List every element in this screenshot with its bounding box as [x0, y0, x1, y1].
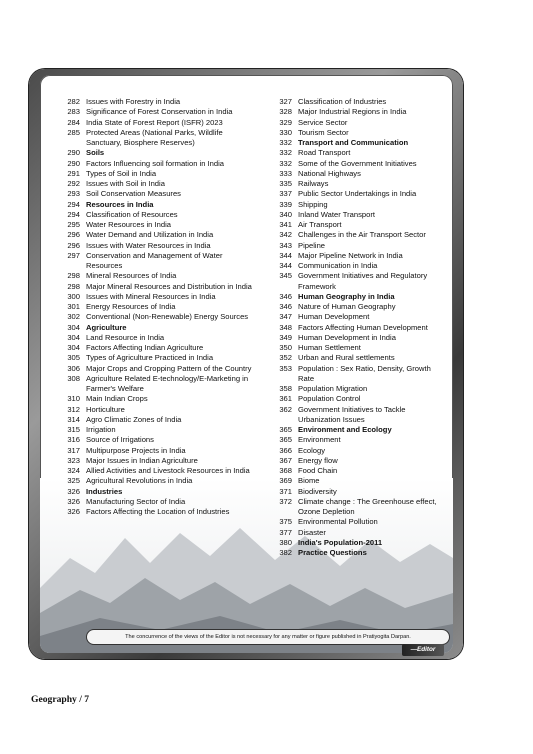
- toc-page-number: 346: [279, 291, 292, 301]
- toc-entry: [272, 435, 444, 445]
- toc-entry: [272, 210, 444, 220]
- toc-section-heading: [60, 148, 256, 158]
- toc-entry: [272, 97, 444, 107]
- toc-entry: [60, 466, 256, 476]
- toc-entry-title: Pipeline: [298, 240, 326, 250]
- toc-page-number: 301: [67, 302, 80, 311]
- toc-entry-title: Factors Influencing soil formation in India: [86, 158, 225, 168]
- toc-page-number: 312: [67, 404, 80, 414]
- toc-entry-title: Classification of Industries: [298, 97, 387, 106]
- editor-tag: —Editor: [402, 644, 444, 656]
- toc-entry-title: Multipurpose Projects in India: [86, 445, 186, 455]
- toc-entry: [60, 271, 256, 281]
- toc-entry-title: Road Transport: [298, 148, 351, 158]
- toc-entry: [272, 118, 444, 128]
- toc-page-number: 366: [279, 445, 292, 455]
- toc-entry: [60, 118, 256, 128]
- editor-disclaimer: The concurrence of the views of the Editor is not necessary for any matter or figure published in Pratiyogita Darpan.: [86, 629, 450, 645]
- toc-entry: [272, 128, 444, 138]
- toc-entry-title: Mineral Resources of India: [86, 271, 177, 281]
- toc-entry-title: Environment and Ecology: [298, 425, 392, 434]
- toc-section-heading: [60, 487, 256, 497]
- toc-entry: [272, 517, 444, 527]
- toc-entry-title: Food Chain: [298, 466, 338, 475]
- toc-section-heading: [60, 200, 256, 210]
- toc-entry-title: Practice Questions: [298, 548, 367, 557]
- toc-page-number: 316: [67, 435, 80, 445]
- toc-entry-title: Shipping: [298, 199, 328, 209]
- toc-entry-title: Disaster: [298, 527, 326, 537]
- toc-entry-title: Source of Irrigations: [86, 435, 154, 445]
- toc-entry-title: India's Population-2011: [298, 537, 383, 547]
- toc-entry-title: Major Industrial Regions in India: [298, 107, 407, 117]
- toc-page-number: 352: [279, 353, 292, 363]
- toc-entry-title: Factors Affecting Human Development: [298, 322, 428, 332]
- toc-entry: [60, 220, 256, 230]
- toc-page-number: 285: [67, 127, 80, 137]
- toc-entry-title: Transport and Communication: [298, 138, 409, 147]
- toc-entry: [272, 343, 444, 353]
- toc-entry-title: Railways: [298, 179, 329, 188]
- toc-entry: [60, 333, 256, 343]
- toc-page-number: 305: [67, 353, 80, 363]
- toc-page-number: 326: [67, 496, 80, 506]
- toc-page-number: 292: [67, 179, 80, 188]
- toc-page-number: 339: [279, 199, 292, 209]
- toc-entry-title: Protected Areas (National Parks, Wildlife Sanctuary, Biosphere Reserves): [86, 127, 223, 147]
- toc-page-number: 372: [279, 496, 292, 506]
- toc-entry: [60, 497, 256, 507]
- toc-entry: [60, 425, 256, 435]
- toc-entry-title: Major Issues in Indian Agriculture: [86, 455, 198, 465]
- toc-entry: [272, 528, 444, 538]
- toc-page-number: 369: [279, 476, 292, 486]
- toc-entry-title: Climate change : The Greenhouse effect, Ozone Depletion: [298, 496, 437, 516]
- toc-page-number: 330: [279, 127, 292, 137]
- toc-page-number: 361: [279, 394, 292, 404]
- toc-entry-title: Human Development in India: [298, 332, 396, 342]
- toc-section-heading: [272, 548, 444, 558]
- toc-entry: [60, 405, 256, 415]
- toc-entry: [60, 107, 256, 117]
- toc-entry: [60, 210, 256, 220]
- toc-entry-title: Significance of Forest Conservation in India: [86, 107, 233, 117]
- toc-page-number: 343: [279, 240, 292, 250]
- toc-page-number: 302: [67, 312, 80, 322]
- toc-entry-title: Agriculture: [86, 322, 127, 332]
- toc-entry: [60, 456, 256, 466]
- toc-entry: [60, 189, 256, 199]
- toc-page-number: 290: [67, 158, 80, 168]
- toc-page-number: 337: [279, 189, 292, 199]
- toc-page-number: 377: [279, 527, 292, 537]
- toc-entry: [272, 271, 444, 292]
- toc-page-number: 290: [67, 148, 80, 158]
- toc-entry: [272, 312, 444, 322]
- toc-entry: [60, 374, 256, 395]
- toc-page-number: 306: [67, 363, 80, 373]
- toc-page-number: 365: [279, 425, 292, 434]
- toc-entry-title: Manufacturing Sector of India: [86, 496, 186, 506]
- toc-entry-title: Factors Affecting Indian Agriculture: [86, 343, 204, 352]
- toc-page-number: 295: [67, 220, 80, 229]
- toc-entry: [272, 466, 444, 476]
- toc-entry: [60, 394, 256, 404]
- toc-entry: [272, 261, 444, 271]
- toc-entry: [272, 302, 444, 312]
- toc-entry: [60, 179, 256, 189]
- toc-entry: [60, 251, 256, 272]
- toc-entry-title: Population : Sex Ratio, Density, Growth Rate: [298, 363, 431, 383]
- toc-section-heading: [272, 138, 444, 148]
- toc-page-number: 304: [67, 322, 80, 332]
- toc-entry-title: Issues with Mineral Resources in India: [86, 291, 216, 301]
- toc-entry: [60, 169, 256, 179]
- toc-page-number: 328: [279, 107, 292, 117]
- page-footer: Geography / 7: [31, 694, 90, 705]
- toc-entry-title: Horticulture: [86, 404, 125, 414]
- toc-entry: [272, 230, 444, 240]
- toc-entry: [272, 200, 444, 210]
- toc-entry-title: Nature of Human Geography: [298, 302, 396, 311]
- toc-entry-title: National Highways: [298, 168, 361, 178]
- toc-entry-title: Environmental Pollution: [298, 517, 378, 527]
- toc-page-number: 344: [279, 261, 292, 270]
- toc-entry-title: Energy Resources of India: [86, 302, 176, 311]
- toc-entry-title: Major Crops and Cropping Pattern of the Country: [86, 363, 252, 373]
- toc-entry-title: Types of Soil in India: [86, 168, 157, 178]
- toc-entry: [272, 107, 444, 117]
- toc-page-number: 324: [67, 466, 80, 475]
- toc-entry: [60, 415, 256, 425]
- toc-entry-title: Human Geography in India: [298, 291, 395, 301]
- toc-page-number: 348: [279, 322, 292, 332]
- toc-entry-title: Resources in India: [86, 199, 154, 209]
- toc-entry: [272, 220, 444, 230]
- toc-page-number: 368: [279, 466, 292, 475]
- toc-entry-title: Environment: [298, 435, 341, 445]
- toc-entry-title: Agricultural Revolutions in India: [86, 476, 193, 486]
- toc-entry: [60, 364, 256, 374]
- toc-entry-title: Agriculture Related E-technology/E-Marketing in Farmer's Welfare: [86, 373, 249, 393]
- toc-entry-title: Allied Activities and Livestock Resources in India: [86, 466, 250, 475]
- toc-entry: [272, 394, 444, 404]
- toc-entry-title: Water Demand and Utilization in India: [86, 230, 214, 240]
- toc-entry-title: Issues with Soil in India: [86, 179, 165, 188]
- toc-entry-title: Biodiversity: [298, 486, 337, 496]
- toc-page-number: 298: [67, 281, 80, 291]
- toc-page-number: 335: [279, 179, 292, 188]
- toc-entry: [272, 446, 444, 456]
- toc-entry: [60, 343, 256, 353]
- toc-entry: [60, 230, 256, 240]
- toc-entry: [60, 446, 256, 456]
- toc-entry-title: India State of Forest Report (ISFR) 2023: [86, 117, 223, 127]
- toc-page-number: 380: [279, 537, 292, 547]
- toc-page-number: 332: [279, 158, 292, 168]
- toc-entry-title: Conservation and Management of Water Resources: [86, 250, 223, 270]
- toc-page-number: 294: [67, 209, 80, 219]
- toc-entry: [272, 189, 444, 199]
- toc-page-number: 317: [67, 445, 80, 455]
- toc-entry-title: Human Development: [298, 312, 370, 322]
- toc-section-heading: [272, 538, 444, 548]
- toc-entry: [60, 476, 256, 486]
- toc-entry-title: Population Control: [298, 394, 361, 404]
- toc-entry-title: Communication in India: [298, 261, 378, 270]
- toc-entry-title: Government Initiatives and Regulatory Framework: [298, 271, 428, 291]
- toc-page-number: 327: [279, 97, 292, 106]
- toc-page-number: 332: [279, 148, 292, 158]
- toc-page-number: 323: [67, 455, 80, 465]
- toc-page-number: 341: [279, 220, 292, 229]
- toc-page-number: 304: [67, 343, 80, 352]
- toc-entry: [60, 353, 256, 363]
- toc-entry-title: Urban and Rural settlements: [298, 353, 395, 363]
- toc-entry-title: Agro Climatic Zones of India: [86, 414, 182, 424]
- toc-page-number: 326: [67, 507, 80, 516]
- toc-entry-title: Biome: [298, 476, 320, 486]
- toc-page-number: 382: [279, 548, 292, 557]
- toc-right-column: [272, 97, 444, 558]
- toc-page-number: 300: [67, 291, 80, 301]
- toc-entry: [272, 169, 444, 179]
- toc-page-number: 284: [67, 117, 80, 127]
- toc-entry: [272, 323, 444, 333]
- toc-entry-title: Factors Affecting the Location of Industries: [86, 507, 230, 516]
- toc-page-number: 296: [67, 240, 80, 250]
- toc-entry: [272, 251, 444, 261]
- toc-entry: [60, 241, 256, 251]
- toc-entry: [272, 353, 444, 363]
- toc-entry: [272, 497, 444, 518]
- toc-entry: [272, 476, 444, 486]
- toc-entry-title: Energy flow: [298, 455, 338, 465]
- toc-entry-title: Some of the Government Initiatives: [298, 158, 417, 168]
- toc-entry: [60, 507, 256, 517]
- toc-entry-title: Public Sector Undertakings in India: [298, 189, 417, 199]
- toc-entry-title: Issues with Water Resources in India: [86, 240, 211, 250]
- toc-entry-title: Ecology: [298, 445, 326, 455]
- toc-entry-title: Population Migration: [298, 384, 368, 393]
- toc-entry-title: Main Indian Crops: [86, 394, 148, 404]
- toc-entry-title: Challenges in the Air Transport Sector: [298, 230, 426, 240]
- toc-entry: [60, 435, 256, 445]
- toc-page-number: 362: [279, 404, 292, 414]
- toc-entry-title: Government Initiatives to Tackle Urbanization Issues: [298, 404, 406, 424]
- toc-entry: [272, 179, 444, 189]
- toc-entry: [272, 333, 444, 343]
- toc-left-column: [60, 97, 256, 517]
- toc-page-number: 297: [67, 250, 80, 260]
- toc-page-number: 329: [279, 117, 292, 127]
- toc-entry-title: Water Resources in India: [86, 220, 171, 229]
- toc-page-number: 326: [67, 486, 80, 496]
- toc-entry: [60, 302, 256, 312]
- toc-entry-title: Conventional (Non-Renewable) Energy Sources: [86, 312, 249, 322]
- toc-page-number: 367: [279, 455, 292, 465]
- toc-entry-title: Major Mineral Resources and Distribution in India: [86, 281, 252, 291]
- toc-page-number: 345: [279, 271, 292, 281]
- toc-entry-title: Issues with Forestry in India: [86, 97, 181, 106]
- toc-page-number: 347: [279, 312, 292, 322]
- toc-entry-title: Classification of Resources: [86, 209, 178, 219]
- toc-entry: [60, 97, 256, 107]
- toc-entry-title: Air Transport: [298, 220, 342, 229]
- toc-entry: [272, 148, 444, 158]
- toc-entry-title: Soil Conservation Measures: [86, 189, 181, 199]
- toc-entry: [272, 487, 444, 497]
- toc-page-number: 333: [279, 168, 292, 178]
- toc-entry: [60, 282, 256, 292]
- toc-page-number: 344: [279, 250, 292, 260]
- toc-section-heading: [272, 425, 444, 435]
- toc-entry: [60, 292, 256, 302]
- toc-page-number: 310: [67, 394, 80, 404]
- toc-page-number: 314: [67, 414, 80, 424]
- toc-entry: [272, 241, 444, 251]
- toc-entry: [272, 456, 444, 466]
- toc-entry: [272, 384, 444, 394]
- toc-section-heading: [272, 292, 444, 302]
- toc-page-number: 291: [67, 168, 80, 178]
- toc-entry: [272, 159, 444, 169]
- toc-page-number: 340: [279, 209, 292, 219]
- toc-page-number: 298: [67, 271, 80, 281]
- toc-page-number: 332: [279, 138, 292, 147]
- toc-page-number: 293: [67, 189, 80, 199]
- toc-page-number: 350: [279, 343, 292, 352]
- toc-entry-title: Service Sector: [298, 117, 348, 127]
- toc-entry-title: Human Settlement: [298, 343, 361, 352]
- toc-page-number: 365: [279, 435, 292, 445]
- toc-section-heading: [60, 323, 256, 333]
- toc-page-number: 349: [279, 332, 292, 342]
- toc-entry-title: Industries: [86, 486, 123, 496]
- toc-entry-title: Land Resource in India: [86, 332, 165, 342]
- toc-page-number: 296: [67, 230, 80, 240]
- toc-entry-title: Soils: [86, 148, 105, 158]
- toc-entry-title: Tourism Sector: [298, 127, 349, 137]
- toc-entry-title: Major Pipeline Network in India: [298, 250, 403, 260]
- toc-page-number: 342: [279, 230, 292, 240]
- toc-page-number: 325: [67, 476, 80, 486]
- toc-page-number: 371: [279, 486, 292, 496]
- toc-page-number: 346: [279, 302, 292, 311]
- toc-entry-title: Inland Water Transport: [298, 209, 375, 219]
- toc-page-number: 358: [279, 384, 292, 393]
- toc-entry: [60, 128, 256, 149]
- toc-entry-title: Irrigation: [86, 425, 116, 434]
- toc-page-number: 308: [67, 373, 80, 383]
- toc-page-number: 294: [67, 199, 80, 209]
- toc-page-number: 282: [67, 97, 80, 106]
- toc-entry: [60, 312, 256, 322]
- toc-page-number: 375: [279, 517, 292, 527]
- toc-entry: [272, 405, 444, 426]
- toc-page-number: 353: [279, 363, 292, 373]
- toc-page-number: 283: [67, 107, 80, 117]
- toc-entry: [272, 364, 444, 385]
- toc-entry: [60, 159, 256, 169]
- toc-entry-title: Types of Agriculture Practiced in India: [86, 353, 214, 363]
- toc-page-number: 315: [67, 425, 80, 434]
- toc-page-number: 304: [67, 332, 80, 342]
